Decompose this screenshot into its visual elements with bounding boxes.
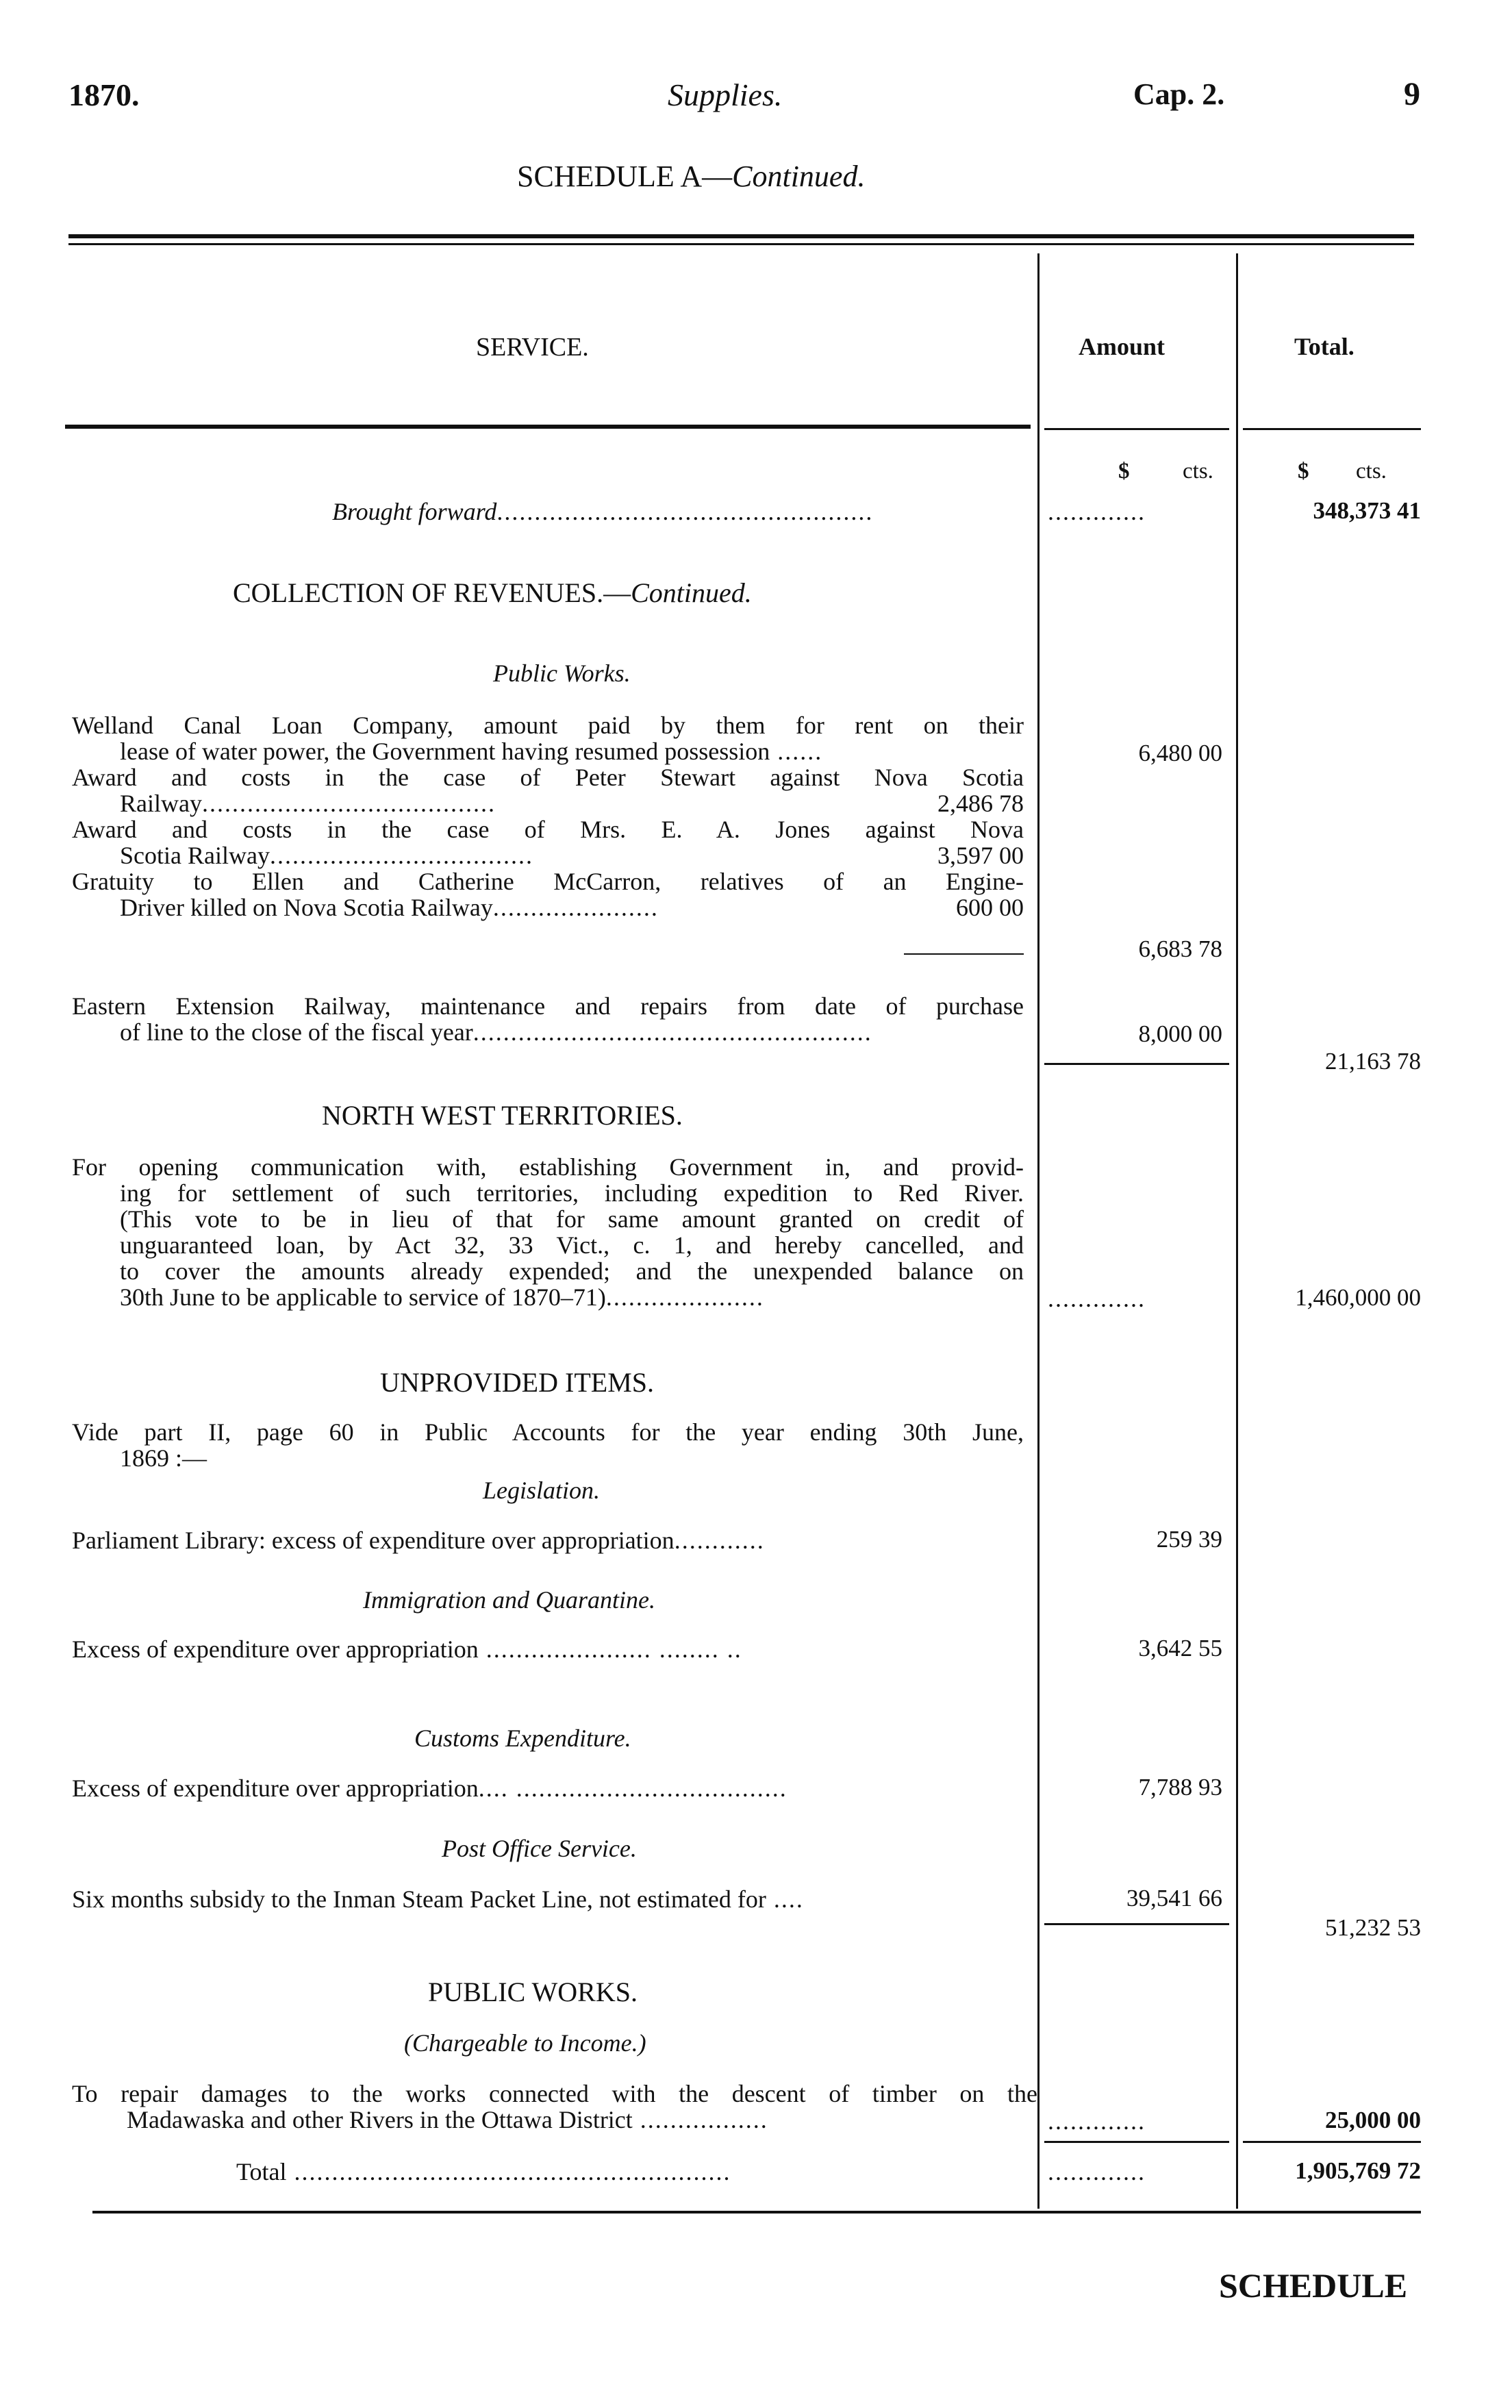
vide-line-1: Vide part II, page 60 in Public Accounts for the year ending 30th June, <box>72 1418 1024 1446</box>
top-rule-thin <box>68 243 1414 245</box>
nwt-item <box>72 1154 1024 1310</box>
nwt-line-1: For opening communication with, establishing Government in, and provid- <box>72 1153 1024 1181</box>
column-rule-left <box>1037 253 1040 2209</box>
page-number: 9 <box>1404 76 1420 112</box>
customs-row: Excess of expenditure over appropriation.... .................................... <box>72 1774 788 1802</box>
award-stewart-line-1: Award and costs in the case of Peter Stewart against Nova Scotia <box>72 764 1024 791</box>
service-column-header: SERVICE. <box>476 333 589 362</box>
collection-items <box>72 712 1024 920</box>
customs-amount: 7,788 93 <box>1138 1774 1222 1801</box>
immigration-row: Excess of expenditure over appropriation ...................... ........ .. <box>72 1635 742 1663</box>
total-column-header: Total. <box>1294 333 1354 360</box>
award-stewart-value: 2,486 78 <box>937 790 1024 817</box>
parliament-row: Parliament Library: excess of expenditure over appropriation............ <box>72 1527 765 1554</box>
gratuity-line-2: Driver killed on Nova Scotia Railway...................... 600 00 <box>120 894 1024 921</box>
post-office-subheading: Post Office Service. <box>442 1835 637 1862</box>
unprovided-total: 51,232 53 <box>1325 1914 1421 1941</box>
public-works-heading: PUBLIC WORKS. <box>428 1977 638 2007</box>
unprovided-heading: UNPROVIDED ITEMS. <box>380 1367 654 1398</box>
amount-leader: ............. <box>1048 1285 1146 1312</box>
amount-column-header: Amount <box>1079 333 1166 360</box>
vide-note <box>72 1419 1024 1471</box>
eastern-extension-item <box>72 993 1024 1045</box>
vide-line-2: 1869 :— <box>120 1444 207 1472</box>
total-dollar-sign: $ <box>1298 459 1309 484</box>
catchword: SCHEDULE <box>1219 2266 1408 2305</box>
customs-subheading: Customs Expenditure. <box>414 1725 631 1752</box>
chapter-number: Cap. 2. <box>1133 77 1225 111</box>
parliament-amount: 259 39 <box>1156 1526 1222 1553</box>
welland-line-2: lease of water power, the Government having resumed possession ...... <box>120 738 823 765</box>
grand-total-rule-amount <box>1044 2141 1229 2143</box>
welland-line-1: Welland Canal Loan Company, amount paid by them for rent on their <box>72 712 1024 739</box>
inner-subtotal-rule <box>904 953 1024 955</box>
public-works-line-1: To repair damages to the works connected with the descent of timber on the <box>72 2080 1037 2107</box>
collection-heading: COLLECTION OF REVENUES.—Continued. <box>233 577 752 608</box>
post-office-row: Six months subsidy to the Inman Steam Packet Line, not estimated for .... <box>72 1885 804 1913</box>
award-jones-line-1: Award and costs in the case of Mrs. E. A. Jones against Nova <box>72 816 1024 843</box>
post-office-amount: 39,541 66 <box>1126 1885 1222 1911</box>
amount-leader: ............. <box>1048 2107 1146 2135</box>
amount-cents-label: cts. <box>1183 459 1213 484</box>
eastern-line-2: of line to the close of the fiscal year..................................................... <box>120 1018 872 1046</box>
nwt-total: 1,460,000 00 <box>1295 1284 1421 1311</box>
grand-total-row: Total .......................................................... <box>236 2158 731 2185</box>
brought-forward-row: Brought forward.................................................. <box>332 498 874 525</box>
amount-leader: ............. <box>1048 2158 1146 2185</box>
nwt-line-2: ing for settlement of such territories, including expedition to Red River. <box>120 1179 1024 1207</box>
amount-dollar-sign: $ <box>1118 459 1130 484</box>
immigration-amount: 3,642 55 <box>1138 1635 1222 1661</box>
header-rule-amount <box>1044 428 1229 430</box>
amount-leader: ............. <box>1048 498 1146 525</box>
public-works-subheading: Public Works. <box>493 660 631 687</box>
public-works-item <box>72 2081 1037 2133</box>
collection-subtotal: 6,683 78 <box>1138 936 1222 962</box>
public-works-total: 25,000 00 <box>1325 2107 1421 2133</box>
award-jones-line-2: Scotia Railway................................... 3,597 00 <box>120 842 1024 869</box>
chargeable-subheading: (Chargeable to Income.) <box>404 2029 646 2057</box>
unprovided-sum-rule <box>1044 1923 1229 1925</box>
nwt-line-3: (This vote to be in lieu of that for same amount granted on credit of <box>120 1205 1024 1233</box>
top-double-rule <box>68 234 1414 238</box>
public-works-line-2: Madawaska and other Rivers in the Ottawa District ................. <box>127 2106 768 2133</box>
schedule-title: SCHEDULE A—Continued. <box>517 160 866 193</box>
collection-sum-rule <box>1044 1063 1229 1065</box>
year: 1870. <box>68 77 140 112</box>
bottom-rule <box>92 2211 1421 2213</box>
eastern-line-1: Eastern Extension Railway, maintenance and repairs from date of purchase <box>72 992 1024 1020</box>
award-jones-value: 3,597 00 <box>937 842 1024 869</box>
welland-amount: 6,480 00 <box>1138 740 1222 766</box>
nwt-line-6: 30th June to be applicable to service of 1870–71)..................... <box>120 1283 764 1311</box>
nwt-line-5: to cover the amounts already expended; and the unexpended balance on <box>120 1257 1024 1285</box>
grand-total-rule-total <box>1243 2141 1421 2143</box>
nwt-line-4: unguaranteed loan, by Act 32, 33 Vict., c. 1, and hereby cancelled, and <box>120 1231 1024 1259</box>
grand-total-value: 1,905,769 72 <box>1295 2157 1421 2184</box>
header-rule-total <box>1243 428 1421 430</box>
brought-forward-total: 348,373 41 <box>1313 497 1421 524</box>
total-cents-label: cts. <box>1356 459 1387 484</box>
nwt-heading: NORTH WEST TERRITORIES. <box>322 1100 683 1131</box>
gratuity-line-1: Gratuity to Ellen and Catherine McCarron, relatives of an Engine- <box>72 868 1024 895</box>
header-rule-service <box>65 425 1031 429</box>
running-title: Supplies. <box>668 77 783 112</box>
legislation-subheading: Legislation. <box>483 1477 601 1504</box>
collection-total: 21,163 78 <box>1325 1048 1421 1075</box>
eastern-amount: 8,000 00 <box>1138 1020 1222 1047</box>
gratuity-value: 600 00 <box>956 894 1024 921</box>
award-stewart-line-2: Railway....................................... 2,486 78 <box>120 790 1024 817</box>
immigration-subheading: Immigration and Quarantine. <box>363 1586 655 1614</box>
column-rule-right <box>1236 253 1238 2209</box>
